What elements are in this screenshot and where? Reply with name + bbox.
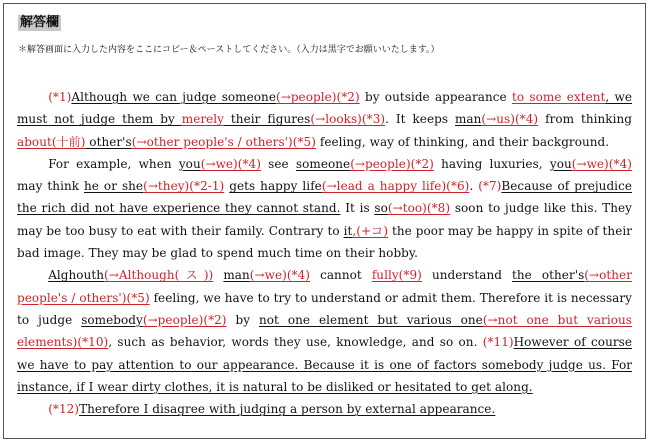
essay-text: somebody [81,312,143,327]
essay-text: soon to judge like this. They may be too busy to eat with their family. Contrary to [17,201,632,238]
essay-text: . It keeps [385,112,455,127]
essay-text: their figures [224,112,311,127]
essay-text: by [226,312,259,327]
essay-text: the poor may be happy in spite of their bad image. They may be glad to spend much time on their hobby. [17,223,633,261]
correction-mark: (→people)(*2) [142,312,227,327]
correction-mark: (*12) [48,402,80,417]
essay-text: , such as behavior, words they use, knowledge, and so on. [108,335,483,350]
correction-mark: (→we)(*4) [249,268,311,283]
correction-mark: (→they)(*2-1) [143,179,225,194]
correction-mark: fully(*9) [371,268,422,283]
correction-mark: (*1) [48,90,72,104]
essay-text: other's [85,134,132,149]
essay-text: you [549,156,572,171]
paragraph-3 [17,264,632,398]
essay-text: someone [295,156,351,171]
correction-mark: (*11) [482,335,514,350]
correction-mark: (→looks)(*3) [310,112,386,127]
essay-text: he or she [84,179,144,194]
correction-mark: (→other people's / others')(*5) [17,268,632,305]
essay-text: the other's [512,268,585,283]
essay-text: Because of prejudice the rich did not have experience they cannot stand. [17,179,632,216]
essay-text: so [374,201,388,216]
answer-field-title: 解答欄 [20,15,60,30]
essay-text: may think [17,179,85,194]
essay-text: it [343,223,353,238]
correction-mark: (→not one but various elements)(*10) [17,312,632,350]
essay-text: Although we can judge someone [71,90,276,104]
correction-mark: (→we)(*4) [571,156,632,171]
paragraph-4 [17,398,632,420]
essay-text: not one element but various one [259,312,483,327]
correction-mark: (→people)(*2) [275,90,360,104]
essay-text: feeling, way of thinking, and their background. [315,134,610,149]
instruction-note: ＊解答画面に入力した内容をここにコピー＆ペーストしてください。（入力は黒字でお願いいたします。） [18,45,440,55]
correction-mark: (→us)(*4) [481,112,539,127]
correction-mark: (→other people's / others')(*5) [131,134,316,149]
essay-text: . [469,179,479,194]
essay-text: by outside appearance [359,90,512,104]
correction-mark: merely [181,112,225,127]
essay-text: It is [340,201,375,216]
essay-text: having luxuries, [433,156,550,171]
essay-text: understand [421,268,513,283]
essay-text: Alghouth [48,268,105,283]
correction-mark: (→we)(*4) [200,156,261,171]
correction-mark: (→Although(ス)) [104,268,214,283]
essay-text: For example, when [48,156,179,171]
correction-mark: to some extent [511,90,606,104]
answer-box [3,3,646,439]
essay-body [17,86,632,420]
correction-mark: (*7) [478,179,502,194]
essay-text: Therefore I disagree with judging a person by external appearance. [79,402,496,417]
correction-mark: (→too)(*8) [387,201,451,216]
essay-text: man [223,268,250,283]
essay-text: see [260,156,296,171]
essay-text: , we must not judge them by [17,90,633,127]
correction-mark: (→people)(*2) [350,156,434,171]
essay-text: However of course we have to pay attention to our appearance. Because it is one of factors somebody judge us. For instance, if I wear dirty clothes, it is natural to be disliked or hesitated to get along. [17,335,632,394]
essay-text: from thinking [538,112,633,127]
correction-mark: about(十前) [17,134,86,149]
essay-text: cannot [310,268,372,283]
essay-text [213,268,223,282]
paragraph-2 [17,153,632,264]
paragraph-1 [17,86,632,153]
essay-text: feeling, we have to try to understand or admit them. Therefore it is necessary to judge [17,290,632,327]
essay-text: man [454,112,482,127]
correction-mark: (→lead a happy life)(*6) [321,179,470,194]
essay-text: you [178,156,201,171]
correction-mark: ,(+コ) [352,223,389,238]
essay-text: gets happy life [229,179,322,194]
